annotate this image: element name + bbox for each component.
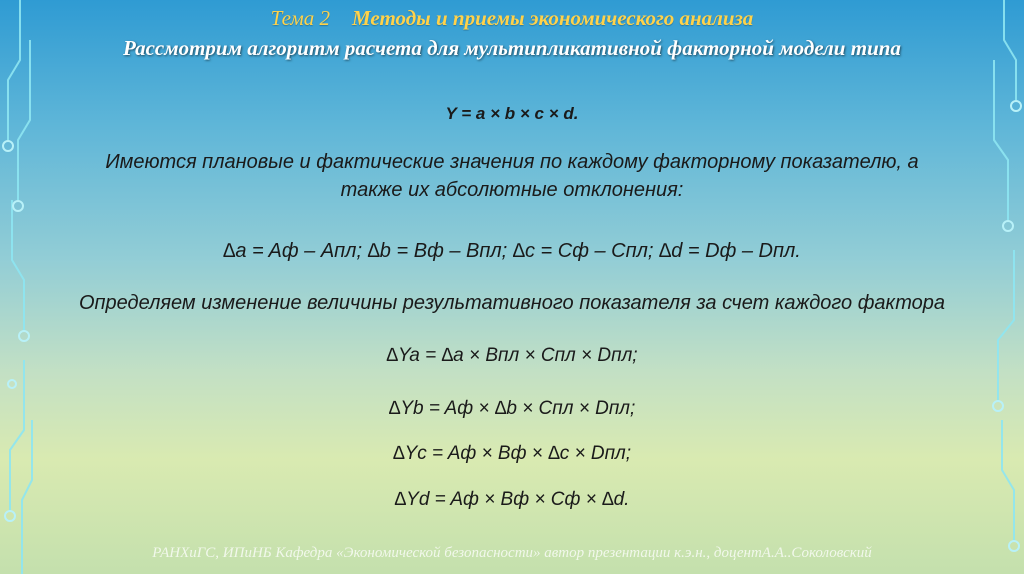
formula-main: Y = a × b × c × d. [445,104,579,123]
formula-delta-yb: ∆Yb = Aф × ∆b × Cпл × Dпл; [388,398,636,419]
paragraph-determine: Определяем изменение величины результативного показателя за счет каждого фактора [78,292,946,314]
formula-deviations: ∆a = Aф – Aпл; ∆b = Bф – Bпл; ∆c = Cф – Cпл; ∆d = Dф – Dпл. [223,240,801,262]
topic-title: Методы и приемы экономического анализа [352,6,754,30]
formula-delta-yd: ∆Yd = Aф × Bф × Cф × ∆d. [394,489,630,510]
topic-number: Тема 2 [270,6,331,30]
slide-subtitle: Рассмотрим алгоритм расчета для мультипликативной факторной модели типа [123,36,901,60]
formula-delta-yc: ∆Yc = Aф × Bф × ∆c × Dпл; [392,443,632,464]
paragraph-plan-line2: также их абсолютные отклонения: [340,179,684,201]
slide-header [40,6,984,31]
paragraph-plan-line1: Имеются плановые и фактические значения по каждому факторному показателю, а [105,151,919,173]
slide-footer: РАНХиГС, ИПиНБ Кафедра «Экономической безопасности» автор презентации к.э.н., доцентА.А..Соколовский [152,545,872,561]
formula-delta-ya: ∆Ya = ∆a × Bпл × Cпл × Dпл; [386,345,638,366]
